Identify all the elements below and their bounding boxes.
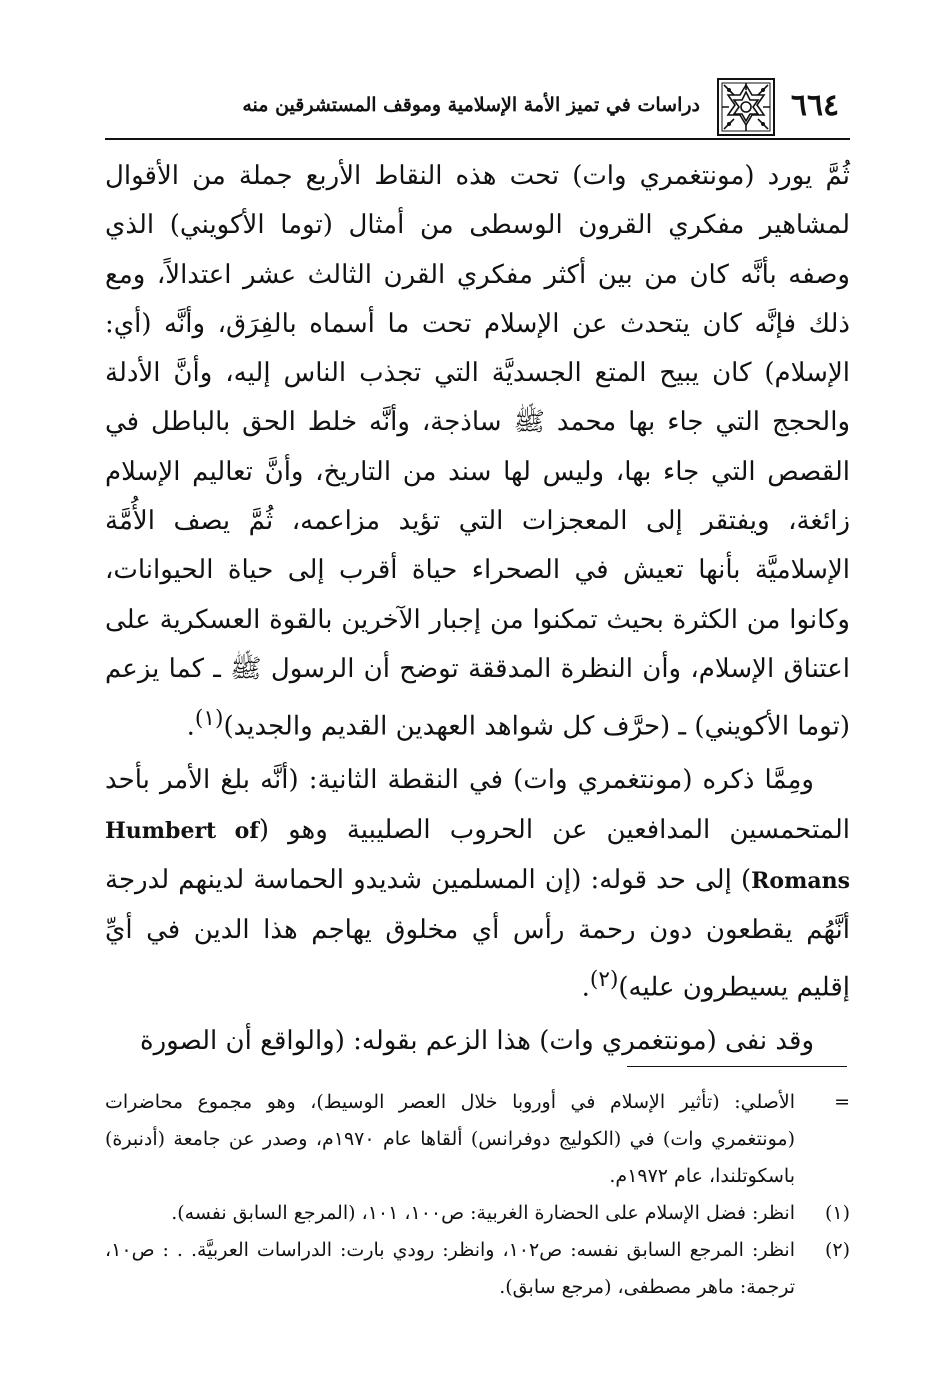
- main-text: [105, 152, 850, 1067]
- paragraph-text-cont: ) إلى حد قوله: (إن المسلمين شديدو الحماسة لدينهم لدرجة أنَّهُم يقطعون دون رحمة رأس أي مخلوق يهاجم هذا الدين في أيِّ إقليم يسيطرون عليه): [105, 864, 850, 1004]
- paragraph-2: [105, 756, 850, 1013]
- footnote-ref-1: (١): [194, 706, 224, 732]
- arabesque-ornament-icon: [717, 78, 775, 136]
- footnote-mark: =: [834, 1091, 850, 1113]
- paragraph-text: وقد نفى (مونتغمري وات) هذا الزعم بقوله: (والواقع أن الصورة: [139, 1026, 814, 1057]
- header-divider: [105, 138, 850, 140]
- footnote-2: [105, 1232, 850, 1306]
- footnote-text: انظر: فضل الإسلام على الحضارة الغربية: ص١٠٠، ١٠١، (المرجع السابق نفسه).: [171, 1202, 795, 1224]
- footnote-text: الأصلي: (تأثير الإسلام في أوروبا خلال العصر الوسيط)، وهو مجموع محاضرات (مونتغمري وات) في (الكوليج دوفرانس) ألقاها عام ١٩٧٠م، وصدر عن جامعة (أدنبرة) باسكوتلندا، عام ١٩٧٢م.: [105, 1091, 795, 1187]
- page-header: [105, 78, 850, 138]
- running-title: دراسات في تميز الأمة الإسلامية وموقف المستشرقين منه: [242, 94, 700, 116]
- paragraph-text: ومِمَّا ذكره (مونتغمري وات) في النقطة الثانية: (أنَّه بلغ الأمر بأحد المتحمسين المدافعين عن الحروب الصليبية وهو (: [105, 765, 850, 845]
- footnote-1: [105, 1195, 850, 1232]
- paragraph-1: [105, 152, 850, 752]
- footnote-continuation: [105, 1084, 850, 1195]
- footnotes: [105, 1084, 850, 1306]
- page-number: ٦٦٤: [790, 88, 840, 123]
- paragraph-end: .: [581, 973, 590, 1004]
- footnote-ref-2: (٢): [589, 967, 619, 993]
- footnote-text: انظر: المرجع السابق نفسه: ص١٠٢، وانظر: رودي بارت: الدراسات العربيَّة. . : ص١٠، ترجمة: ماهر مصطفى، (مرجع سابق).: [105, 1239, 795, 1298]
- latin-name: Humbert of Romans: [105, 817, 850, 894]
- paragraph-text: ثُمَّ يورد (مونتغمري وات) تحت هذه النقاط الأربع جملة من الأقوال لمشاهير مفكري القرون الوسطى من أمثال (توما الأكويني) الذي وصفه بأنَّه كان من بين أكثر مفكري القرن الثالث عشر اعتدالاً، ومع ذلك فإنَّه كان يتحدث عن الإسلام تحت ما أسماه بالفِرَق، وأنَّه (أي: الإسلام) كان يبيح المتع الجسديَّة التي تجذب الناس إليه، وأنَّ الأدلة والحجج التي جاء بها محمد ﷺ ساذجة، وأنَّه خلط الحق بالباطل في القصص التي جاء بها، وليس لها سند من التاريخ، وأنَّ تعاليم الإسلام زائغة، ويفتقر إلى المعجزات التي تؤيد مزاعمه، ثُمَّ يصف الأُمَّة الإسلاميَّة بأنها تعيش في الصحراء حياة أقرب إلى حياة الحيوانات، وكانوا من الكثرة بحيث تمكنوا من إجبار الآخرين بالقوة العسكرية على اعتناق الإسلام، وأن النظرة المدققة توضح أن الرسول ﷺ ـ كما يزعم (توما الأكويني) ـ (حرَّف كل شواهد العهدين القديم والجديد): [105, 161, 850, 742]
- footnote-mark: (١): [824, 1202, 850, 1224]
- footnote-separator: [627, 1066, 847, 1067]
- paragraph-end: .: [186, 711, 195, 742]
- paragraph-3: [105, 1017, 850, 1066]
- footnote-mark: (٢): [824, 1239, 850, 1261]
